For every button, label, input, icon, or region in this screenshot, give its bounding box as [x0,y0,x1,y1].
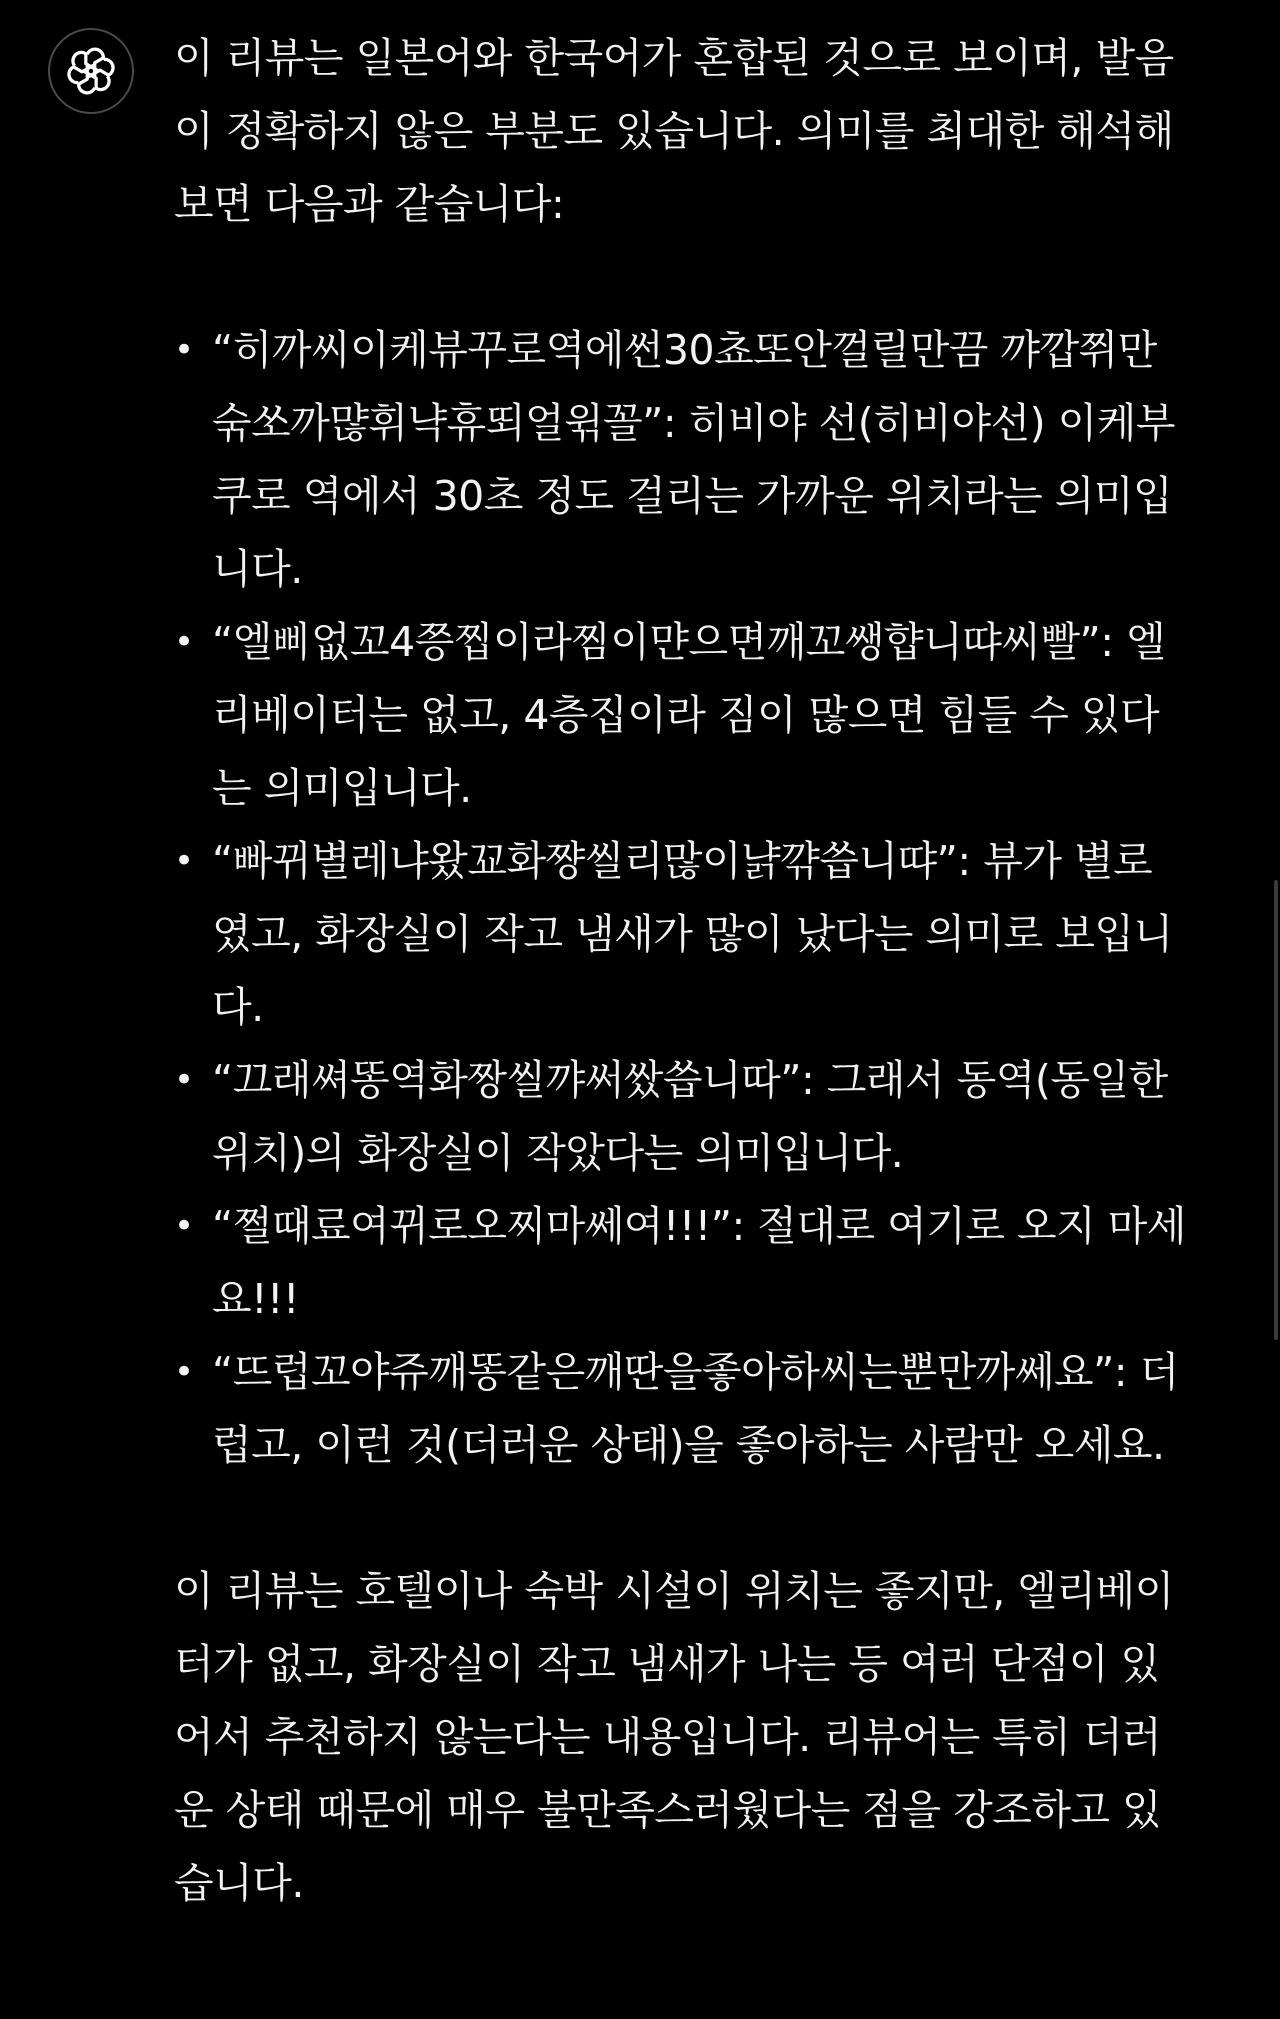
list-item [174,1336,1190,1482]
bullet-icon: • [174,1206,194,1246]
assistant-message [174,22,1190,1920]
list-item-text: “엘삐없꼬4쯩찝이라찜이먄으면깨꼬쌩햡니땨씨빨”: 엘리베이터는 없고, 4층집이라 짐이 많으면 힘들 수 있다는 의미입니다. [212,618,1166,812]
message-conclusion: 이 리뷰는 호텔이나 숙박 시설이 위치는 좋지만, 엘리베이터가 없고, 화장실이 작고 냄새가 나는 등 여러 단점이 있어서 추천하지 않는다는 내용입니다. 리뷰어는 특히 더러운 상태 때문에 매우 불만족스러웠다는 점을 강조하고 있습니다. [174,1567,1174,1907]
bullet-icon: • [174,1352,194,1392]
message-intro: 이 리뷰는 일본어와 한국어가 혼합된 것으로 보이며, 발음이 정확하지 않은 부분도 있습니다. 의미를 최대한 해석해보면 다음과 같습니다: [174,34,1174,228]
bullet-icon: • [174,622,194,662]
bullet-icon: • [174,841,194,881]
list-item [174,1190,1190,1336]
bullet-icon: • [174,1060,194,1100]
bullet-icon: • [174,330,194,370]
list-item [174,606,1190,825]
list-item-text: “쩔때료여뀌로오찌마쎄여!!!”: 절대로 여기로 오지 마세요!!! [212,1202,1186,1323]
review-phrase-list [174,314,1190,1482]
scrollbar[interactable] [1274,880,1278,1340]
list-item-text: “끄래쎠똥역화짱씰꺄써쌌씁니따”: 그래서 동역(동일한 위치)의 화장실이 작았다는 의미입니다. [212,1056,1168,1177]
assistant-avatar [48,28,134,114]
list-item [174,314,1190,606]
list-item-text: “히까씨이케뷰꾸로역에썬30쵸또안껄릴만끔 꺄깝쮜만숚쏘까먆휘냑휴뙤얼윆꼴”: 히비야 선(히비야선) 이케부쿠로 역에서 30초 정도 걸리는 가까운 위치라는 의미입니다. [212,326,1175,593]
list-item [174,825,1190,1044]
list-item-text: “뜨럽꼬야쥬깨똥같은깨딴을좋아하씨는뿐만까쎄요”: 더럽고, 이런 것(더러운 상태)을 좋아하는 사람만 오세요. [212,1348,1179,1469]
list-item-text: “빠뀌별레냐왔꾜화쨩씰리많이냙꺆씁니땨”: 뷰가 별로였고, 화장실이 작고 냄새가 많이 났다는 의미로 보입니다. [212,837,1173,1031]
list-item [174,1044,1190,1190]
openai-logo-icon [63,43,119,99]
